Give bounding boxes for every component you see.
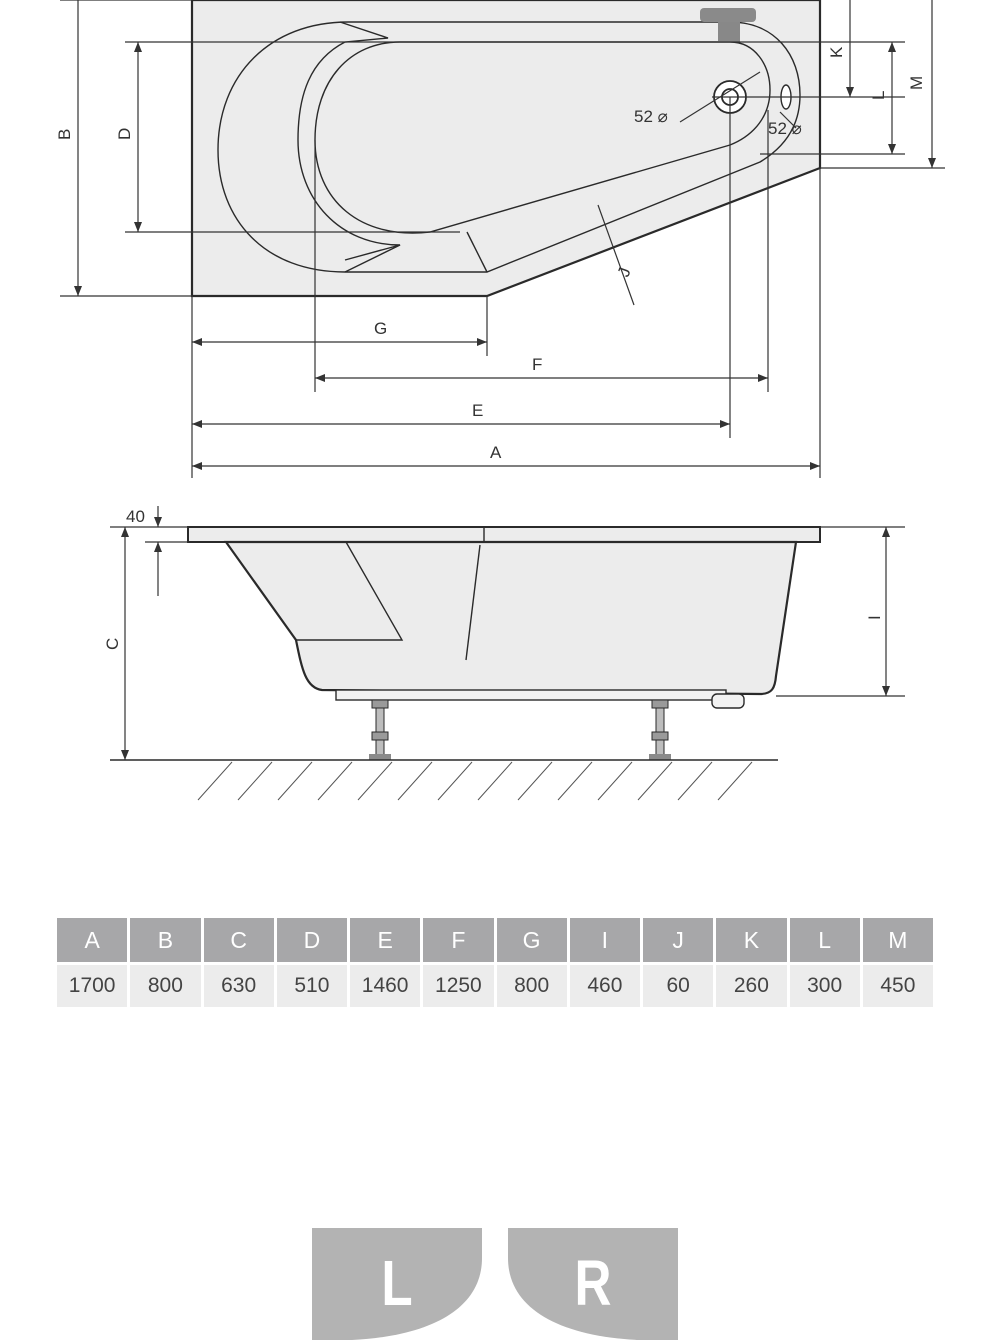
table-header-cell: C <box>204 918 274 962</box>
orientation-variants <box>312 1228 692 1340</box>
table-value-cell: 450 <box>863 962 933 1007</box>
variant-right-label: R <box>574 1247 612 1319</box>
dim-label-a: A <box>490 443 502 462</box>
table-header-cell: K <box>716 918 786 962</box>
table-value-cell: 630 <box>204 962 274 1007</box>
dim-label-d: D <box>115 127 134 140</box>
tub-rim <box>188 527 820 542</box>
dim-label-g: G <box>374 319 388 338</box>
drain-diameter-label-left: 52 ⌀ <box>634 107 668 126</box>
drain-diameter-label-right: 52 ⌀ <box>768 119 802 138</box>
table-value-cell: 510 <box>277 962 347 1007</box>
dim-label-l: L <box>869 90 888 100</box>
table-header-row <box>57 918 933 962</box>
dim-label-m: M <box>907 75 926 90</box>
table-header-cell: J <box>643 918 713 962</box>
top-view <box>55 0 945 478</box>
dim-label-j: J <box>613 264 635 280</box>
tub-base <box>336 690 726 700</box>
table-value-cell: 1700 <box>57 962 127 1007</box>
dim-label-b: B <box>55 128 74 140</box>
faucet-top <box>700 8 756 22</box>
leg-right <box>649 700 671 760</box>
table-value-cell: 1250 <box>423 962 493 1007</box>
table-value-cell: 60 <box>643 962 713 1007</box>
leg-left <box>369 700 391 760</box>
table-row <box>57 962 933 1007</box>
table-header-cell: I <box>570 918 640 962</box>
dimensions-table <box>54 918 936 1007</box>
table-value-cell: 800 <box>497 962 567 1007</box>
side-view <box>103 506 905 800</box>
table-value-cell: 460 <box>570 962 640 1007</box>
dim-label-f: F <box>532 355 543 374</box>
table-value-cell: 1460 <box>350 962 420 1007</box>
tub-outline-top <box>192 0 820 296</box>
table-header-cell: D <box>277 918 347 962</box>
dim-label-c: C <box>103 637 122 650</box>
floor-hatching <box>198 762 752 800</box>
dim-label-e: E <box>472 401 484 420</box>
table-header-cell: G <box>497 918 567 962</box>
table-value-cell: 300 <box>790 962 860 1007</box>
table-header-cell: E <box>350 918 420 962</box>
drain-pipe <box>712 694 744 708</box>
table-value-cell: 800 <box>130 962 200 1007</box>
table-header-cell: L <box>790 918 860 962</box>
variant-right-button[interactable] <box>508 1228 678 1340</box>
tub-body-side <box>226 542 796 694</box>
table-value-cell: 260 <box>716 962 786 1007</box>
table-header-cell: A <box>57 918 127 962</box>
dim-label-i: I <box>865 615 884 620</box>
table-header-cell: M <box>863 918 933 962</box>
variant-left-label: L <box>381 1247 413 1319</box>
variant-left-button[interactable] <box>312 1228 482 1340</box>
rim-thickness-label: 40 <box>126 507 145 526</box>
dim-label-k: K <box>827 46 846 58</box>
table-header-cell: F <box>423 918 493 962</box>
table-header-cell: B <box>130 918 200 962</box>
